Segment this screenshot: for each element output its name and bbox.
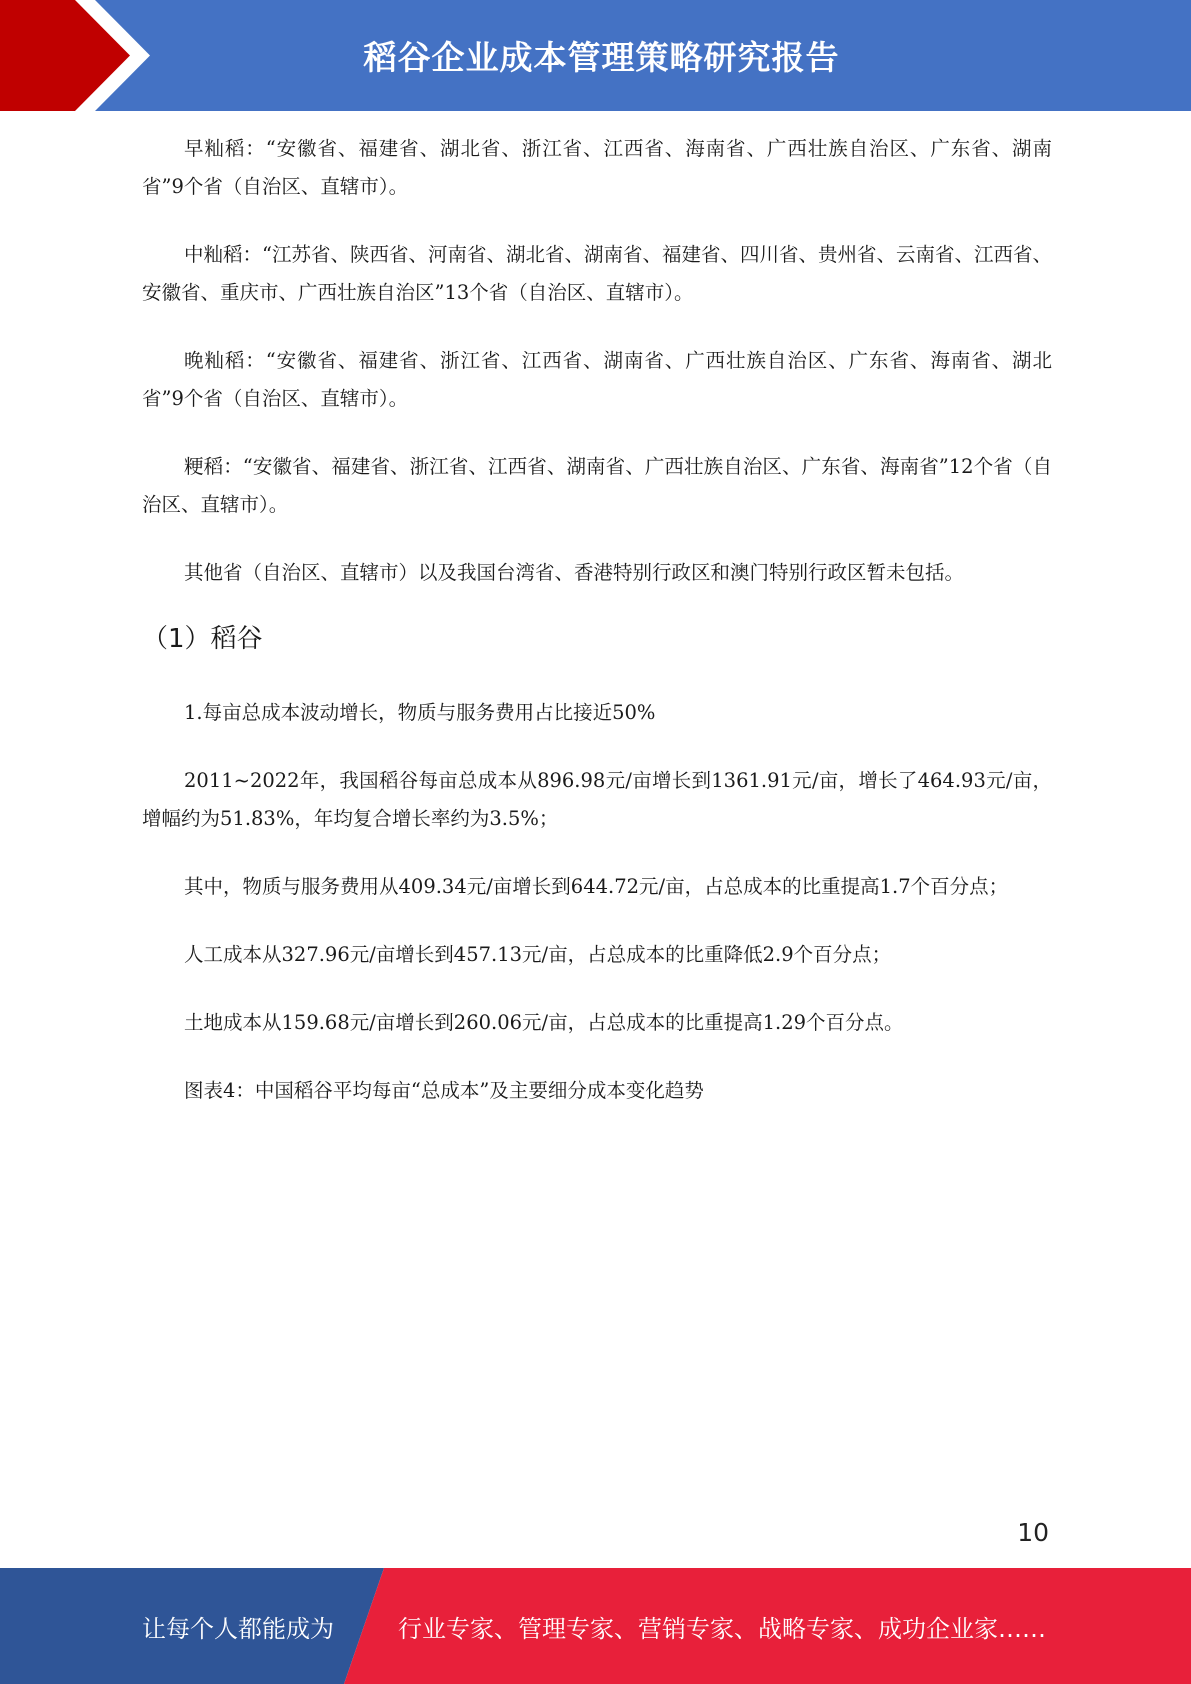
japonica-paragraph: 粳稻：“安徽省、福建省、浙江省、江西省、湖南省、广西壮族自治区、广东省、海南省”12个省（自治区、直辖市）。 [142,455,1052,516]
footer-slogan-left: 让每个人都能成为 [142,1614,334,1643]
report-title: 稻谷企业成本管理策略研究报告 [363,38,840,77]
section-heading: （1）稻谷 [142,624,263,654]
total-cost-paragraph: 2011~2022年，我国稻谷每亩总成本从896.98元/亩增长到1361.91元/亩，增长了464.93元/亩，增幅约为51.83%，年均复合增长率约为3.5%； [142,769,1052,830]
page-header [0,0,1191,111]
page-number: 10 [1017,1518,1049,1547]
figure-caption: 图表4：中国稻谷平均每亩“总成本”及主要细分成本变化趋势 [184,1079,704,1102]
labor-cost-paragraph: 人工成本从327.96元/亩增长到457.13元/亩，占总成本的比重降低2.9个百分点； [184,943,892,966]
mid-indica-paragraph: 中籼稻：“江苏省、陕西省、河南省、湖北省、湖南省、福建省、四川省、贵州省、云南省、江西省、安徽省、重庆市、广西壮族自治区”13个省（自治区、直辖市）。 [142,243,1052,304]
subheading-cost-growth: 1.每亩总成本波动增长，物质与服务费用占比接近50% [184,701,656,724]
page-content [142,130,1052,1140]
late-indica-paragraph: 晚籼稻：“安徽省、福建省、浙江省、江西省、湖南省、广西壮族自治区、广东省、海南省、湖北省”9个省（自治区、直辖市）。 [142,349,1052,410]
material-service-paragraph: 其中，物质与服务费用从409.34元/亩增长到644.72元/亩，占总成本的比重提高1.7个百分点； [184,875,1009,898]
early-indica-paragraph: 早籼稻：“安徽省、福建省、湖北省、浙江省、江西省、海南省、广西壮族自治区、广东省、湖南省”9个省（自治区、直辖市）。 [142,137,1052,198]
land-cost-paragraph: 土地成本从159.68元/亩增长到260.06元/亩，占总成本的比重提高1.29个百分点。 [184,1011,904,1034]
page-footer [0,1568,1191,1684]
other-provinces-paragraph: 其他省（自治区、直辖市）以及我国台湾省、香港特别行政区和澳门特别行政区暂未包括。 [184,561,965,584]
footer-slogan-right: 行业专家、管理专家、营销专家、战略专家、成功企业家…… [398,1614,1046,1643]
